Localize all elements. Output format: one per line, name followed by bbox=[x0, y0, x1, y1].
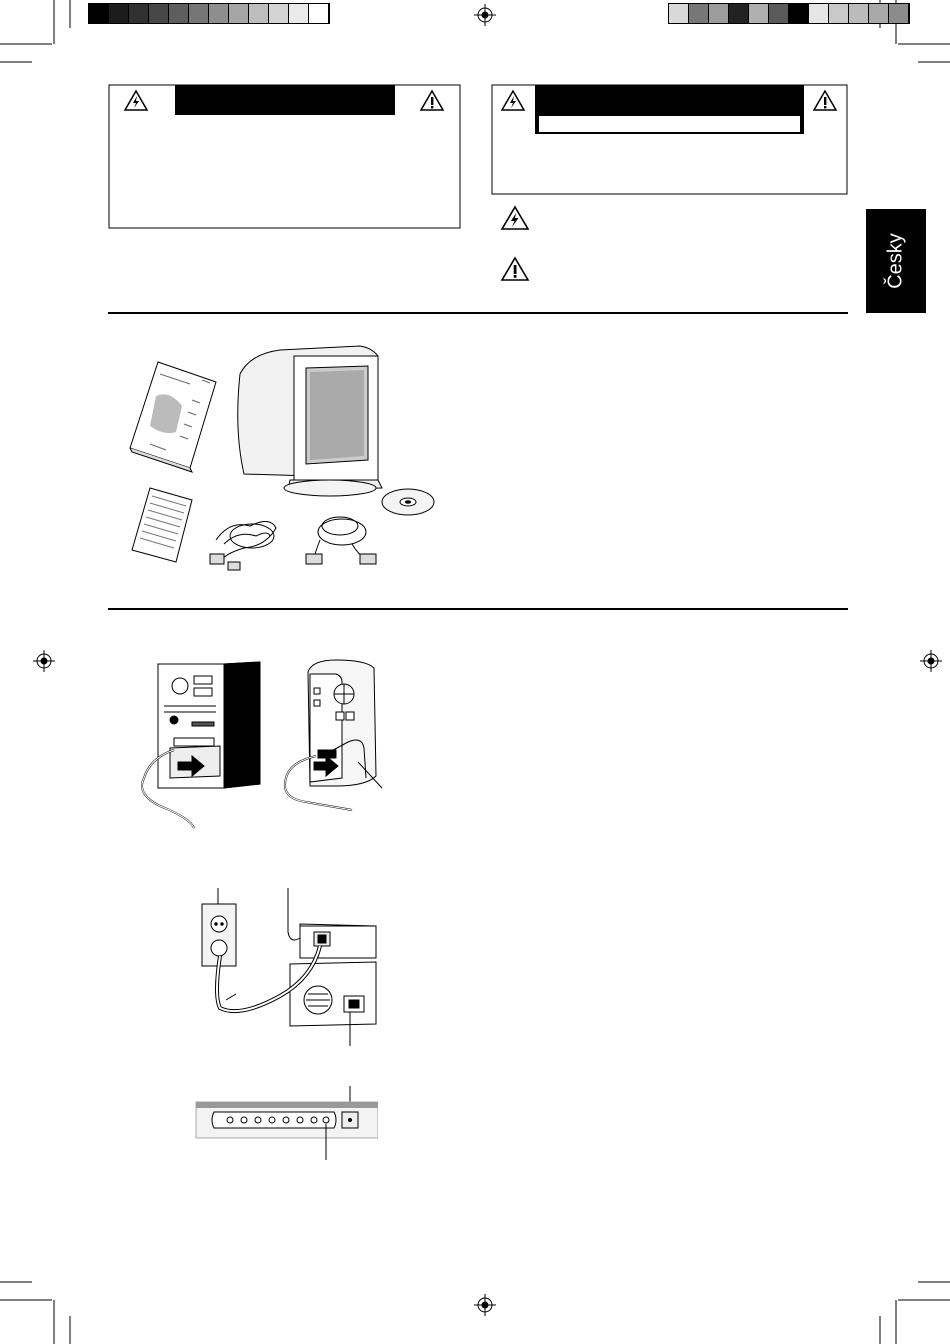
color-bar-right bbox=[668, 3, 910, 24]
color-swatch bbox=[749, 4, 769, 23]
color-swatch bbox=[809, 4, 829, 23]
crt-monitor-illustration bbox=[238, 346, 382, 496]
color-swatch bbox=[769, 4, 789, 23]
color-swatch bbox=[849, 4, 869, 23]
section-divider bbox=[108, 312, 848, 314]
registration-mark-icon bbox=[474, 4, 496, 26]
lightning-warning-icon bbox=[500, 205, 530, 231]
signal-cable-illustration bbox=[306, 517, 376, 564]
user-manual-illustration bbox=[130, 362, 216, 472]
monitor-back-illustration bbox=[290, 926, 376, 1046]
color-swatch bbox=[829, 4, 849, 23]
color-swatch bbox=[869, 4, 889, 23]
exclamation-warning-icon bbox=[500, 256, 530, 282]
warning-box-right bbox=[491, 84, 849, 197]
color-swatch bbox=[689, 4, 709, 23]
color-swatch bbox=[309, 4, 329, 23]
quick-reference-illustration bbox=[132, 488, 192, 562]
warning-box-left bbox=[108, 84, 462, 231]
color-swatch bbox=[249, 4, 269, 23]
color-swatch bbox=[189, 4, 209, 23]
power-cord-illustration bbox=[210, 521, 276, 570]
registration-mark-icon bbox=[920, 650, 942, 672]
color-swatch bbox=[229, 4, 249, 23]
color-swatch bbox=[729, 4, 749, 23]
registration-mark-icon bbox=[33, 650, 55, 672]
pc-tower-illustration bbox=[142, 662, 260, 828]
package-contents-illustration bbox=[120, 340, 450, 580]
language-tab bbox=[866, 209, 926, 313]
cd-rom-illustration bbox=[382, 489, 434, 515]
warning-heading-bar bbox=[175, 85, 395, 115]
registration-mark-icon bbox=[474, 1294, 496, 1316]
signal-connection-illustration bbox=[130, 658, 390, 830]
color-swatch bbox=[669, 4, 689, 23]
color-swatch bbox=[709, 4, 729, 23]
front-panel-illustration bbox=[194, 1084, 378, 1160]
color-swatch bbox=[149, 4, 169, 23]
color-bar-left bbox=[88, 3, 330, 24]
color-swatch bbox=[789, 4, 809, 23]
color-swatch bbox=[169, 4, 189, 23]
color-swatch bbox=[209, 4, 229, 23]
color-swatch bbox=[289, 4, 309, 23]
color-swatch bbox=[269, 4, 289, 23]
color-swatch bbox=[89, 4, 109, 23]
mac-tower-illustration bbox=[285, 660, 382, 810]
color-swatch bbox=[129, 4, 149, 23]
language-tab-label: Česky bbox=[884, 233, 907, 289]
color-swatch bbox=[889, 4, 909, 23]
section-divider bbox=[108, 608, 848, 610]
color-swatch bbox=[109, 4, 129, 23]
power-connection-illustration bbox=[190, 886, 382, 1046]
